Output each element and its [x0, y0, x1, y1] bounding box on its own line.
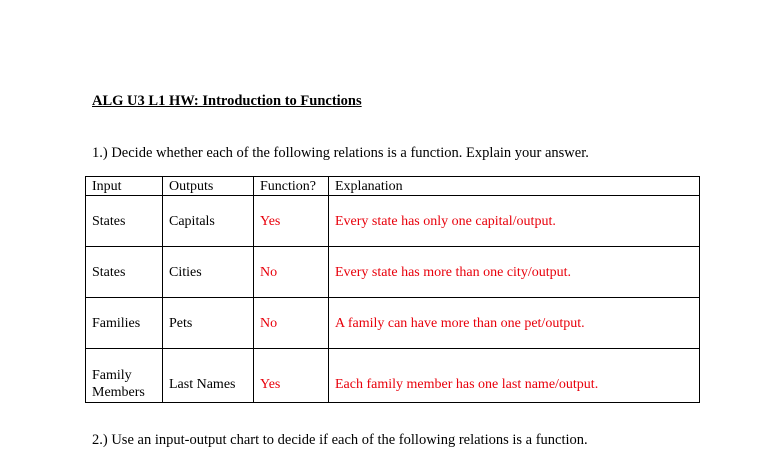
cell-function-answer: Yes — [254, 196, 329, 247]
question-2-prompt-partial: 2.) Use an input-output chart to decide if each of the following relations is a function. — [92, 432, 588, 448]
cell-function-answer — [254, 349, 329, 403]
cell-explanation: A family can have more than one pet/output. — [329, 298, 700, 349]
relations-table — [85, 176, 700, 403]
cell-output: Cities — [163, 247, 254, 298]
table-row — [86, 196, 700, 247]
assignment-title: ALG U3 L1 HW: Introduction to Functions — [92, 93, 362, 109]
table-row — [86, 247, 700, 298]
cell-input-line-1: Family — [92, 368, 132, 383]
cell-input: Families — [86, 298, 163, 349]
cell-function-answer: No — [254, 247, 329, 298]
cell-input-line-2: Members — [92, 385, 145, 400]
header-outputs: Outputs — [163, 177, 254, 196]
cell-input — [86, 349, 163, 403]
cell-explanation — [329, 349, 700, 403]
cell-output — [163, 349, 254, 403]
table-row — [86, 298, 700, 349]
cell-input: States — [86, 247, 163, 298]
cell-input: States — [86, 196, 163, 247]
header-function: Function? — [254, 177, 329, 196]
cell-output: Pets — [163, 298, 254, 349]
cell-function-text: Yes — [260, 377, 281, 392]
cell-explanation: Every state has more than one city/output. — [329, 247, 700, 298]
table-row — [86, 349, 700, 403]
cell-explanation: Every state has only one capital/output. — [329, 196, 700, 247]
cell-output: Capitals — [163, 196, 254, 247]
table-header-row — [86, 177, 700, 196]
header-explanation: Explanation — [329, 177, 700, 196]
header-input: Input — [86, 177, 163, 196]
cell-output-text: Last Names — [169, 377, 236, 392]
cell-function-answer: No — [254, 298, 329, 349]
cell-explanation-text: Each family member has one last name/output. — [335, 377, 599, 392]
question-1-prompt: 1.) Decide whether each of the following relations is a function. Explain your answer. — [92, 145, 589, 161]
